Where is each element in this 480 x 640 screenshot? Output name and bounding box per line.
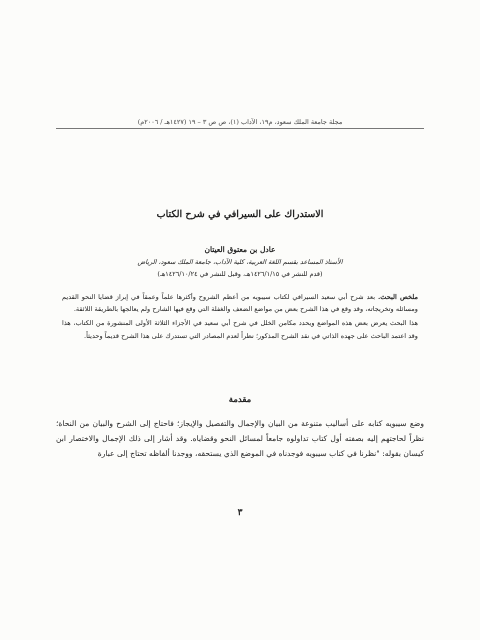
author-affiliation: الأستاذ المساعد بقسم اللغة العربية، كلية الآداب، جامعة الملك سعود، الرياض: [137, 258, 343, 266]
article-title: الاستدراك على السيرافي في شرح الكتاب: [156, 209, 324, 220]
abstract-paragraph-1: [62, 291, 418, 315]
introduction-paragraph: وضع سيبويه كتابه على أساليب متنوعة من البيان والإجمال والتفصيل والإيجاز؛ فاحتاج إلى الشرح والبيان من النحاة؛ نظراً لحاجتهم إليه بصفته أول كتاب تداولوه جامعاً لمسائل النحو وقضاياه. وقد أشار إلى ذلك الإجمال والاختصار ابن كيسان بقوله: "نظرنا في كتاب سيبويه فوجدناه في الموضع الذي يستحقه، ووجدنا ألفاظه تحتاج إلى عبارة: [56, 419, 424, 458]
abstract-text-1: بعد شرح أبي سعيد السيرافي لكتاب سيبويه من أعظم الشروح وأكثرها علماً وعمقاً في إبراز قضايا النحو القديم ومسائله وتخريجاته، وقد وقع في هذا الشرح بعض من مواضع الضعف والغفلة التي وقع فيها الشارح ولم يعالجها بالطريقة اللائقة.: [62, 293, 418, 314]
abstract-text-2: هذا البحث يعرض بعض هذه المواضع ويحدد مكامن الخلل في شرح أبي سعيد في الأجزاء الثلاثة الأولى المنشورة من الكتاب، هذا وقد اعتمد الباحث على جهده الذاتي في نقد الشرح المذكور؛ نظراً لعدم المصادر التي تستدرك على هذا الشرح قديماً وحديثاً.: [62, 319, 418, 340]
abstract-paragraph-2: [62, 317, 418, 341]
section-heading-introduction: مقدمة: [228, 395, 252, 405]
running-head: مجلة جامعة الملك سعود، م١٩، الآداب (١)، ص ص ٣ – ١٩ (١٤٢٧هـ / ٢٠٠٦م): [137, 118, 343, 126]
page-number: ٣: [237, 508, 243, 518]
header-divider: [56, 128, 424, 129]
page-content: [56, 0, 424, 640]
introduction-body: [56, 416, 424, 461]
submission-dates: (قدم للنشر في ١٤٢٦/١/١٥هـ، وقبل للنشر في ١٤٢٦/١٠/٢٤هـ): [157, 270, 323, 278]
author-name: عادل بن معتوق العيتان: [204, 245, 276, 254]
abstract-lead: ملخص البحث.: [377, 293, 418, 301]
abstract: [62, 291, 418, 344]
